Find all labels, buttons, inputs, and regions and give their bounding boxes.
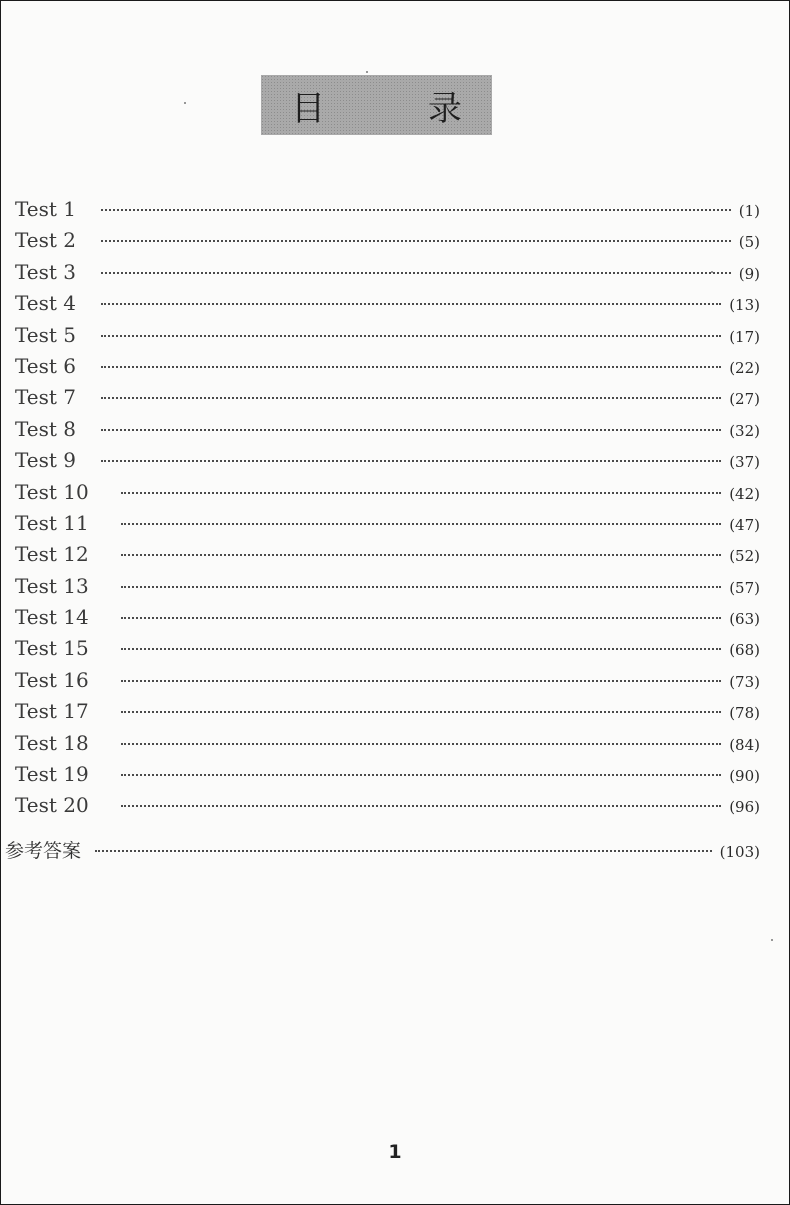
toc-entry xyxy=(15,414,760,445)
dot-leader xyxy=(121,492,721,494)
dot-leader xyxy=(121,648,721,650)
dot-leader xyxy=(95,850,712,852)
dot-leader xyxy=(101,460,721,462)
toc-entry-label: Test 5 xyxy=(15,322,77,347)
dot-leader xyxy=(121,586,721,588)
toc-entry xyxy=(15,257,760,288)
scan-speck xyxy=(771,939,773,941)
toc-entry-page: (73) xyxy=(729,672,760,691)
toc-entry xyxy=(15,790,760,821)
toc-entry-label: Test 16 xyxy=(15,667,89,692)
toc-entry xyxy=(15,288,760,319)
dot-leader xyxy=(121,554,721,556)
toc-entry-page: (9) xyxy=(738,264,760,283)
toc-entry-page: (47) xyxy=(729,515,760,534)
toc-entry xyxy=(15,194,760,225)
dot-leader xyxy=(121,523,721,525)
toc-entry xyxy=(15,445,760,476)
toc-entry-label: Test 7 xyxy=(15,385,77,410)
toc-entry xyxy=(15,382,760,413)
toc-entry xyxy=(15,571,760,602)
toc-entry-label: Test 18 xyxy=(15,730,89,755)
toc-entry-page: (13) xyxy=(729,296,760,315)
toc-entry-label: Test 13 xyxy=(15,573,89,598)
toc-entry-page: (84) xyxy=(729,735,760,754)
dot-leader xyxy=(101,429,721,431)
answers-page: (103) xyxy=(719,843,760,861)
toc-entry-label: Test 2 xyxy=(15,228,77,253)
scan-speck xyxy=(366,71,368,73)
toc-entry xyxy=(15,225,760,256)
toc-entry xyxy=(15,351,760,382)
toc-entry xyxy=(15,696,760,727)
dot-leader xyxy=(121,805,721,807)
toc-title-box xyxy=(261,75,508,135)
dot-leader xyxy=(121,743,721,745)
toc-entry xyxy=(15,539,760,570)
page-number: 1 xyxy=(388,1141,402,1163)
toc-entry-page: (22) xyxy=(729,358,760,377)
toc-entry xyxy=(15,633,760,664)
scan-speck xyxy=(184,102,186,104)
toc-entry-label: Test 10 xyxy=(15,479,89,504)
toc-list xyxy=(15,194,760,822)
dot-leader xyxy=(101,272,731,274)
toc-entry-page: (37) xyxy=(729,453,760,472)
toc-entry-page: (52) xyxy=(729,547,760,566)
toc-entry xyxy=(15,508,760,539)
toc-entry-page: (63) xyxy=(729,610,760,629)
dot-leader xyxy=(101,397,721,399)
toc-entry-label: Test 8 xyxy=(15,416,77,441)
dot-leader xyxy=(121,711,721,713)
toc-title: 目 录 xyxy=(291,88,508,129)
dot-leader xyxy=(121,617,721,619)
toc-entry-page: (42) xyxy=(729,484,760,503)
dot-leader xyxy=(121,774,721,776)
toc-entry xyxy=(15,728,760,759)
scan-speck xyxy=(711,271,713,273)
toc-entry-page: (96) xyxy=(729,798,760,817)
toc-entry-label: Test 15 xyxy=(15,636,89,661)
toc-entry-page: (57) xyxy=(729,578,760,597)
toc-entry-label: Test 12 xyxy=(15,542,89,567)
toc-entry-page: (32) xyxy=(729,421,760,440)
toc-entry-page: (17) xyxy=(729,327,760,346)
toc-entry-page: (68) xyxy=(729,641,760,660)
toc-entry xyxy=(15,477,760,508)
toc-entry xyxy=(15,602,760,633)
toc-entry-page: (90) xyxy=(729,767,760,786)
toc-entry xyxy=(15,665,760,696)
toc-entry-page: (78) xyxy=(729,704,760,723)
dot-leader xyxy=(101,209,731,211)
toc-entry-label: Test 3 xyxy=(15,259,77,284)
dot-leader xyxy=(121,680,721,682)
toc-entry xyxy=(15,759,760,790)
toc-entry xyxy=(15,320,760,351)
dot-leader xyxy=(101,240,731,242)
toc-entry-label: Test 1 xyxy=(15,197,77,221)
dot-leader xyxy=(101,303,721,305)
toc-entry-page: (5) xyxy=(738,233,760,252)
toc-entry-label: Test 17 xyxy=(15,699,89,724)
answers-label: 参考答案 xyxy=(5,840,82,862)
toc-entry-page: (1) xyxy=(738,202,760,220)
toc-entry-label: Test 19 xyxy=(15,762,89,787)
toc-entry-label: Test 4 xyxy=(15,291,77,316)
dot-leader xyxy=(101,366,721,368)
toc-entry-page: (27) xyxy=(729,390,760,409)
toc-entry-answers xyxy=(5,835,760,867)
dot-leader xyxy=(101,335,721,337)
toc-entry-label: Test 14 xyxy=(15,605,89,630)
toc-entry-label: Test 20 xyxy=(15,793,89,818)
toc-entry-label: Test 6 xyxy=(15,353,77,378)
toc-entry-label: Test 11 xyxy=(15,510,89,535)
toc-entry-label: Test 9 xyxy=(15,448,77,473)
